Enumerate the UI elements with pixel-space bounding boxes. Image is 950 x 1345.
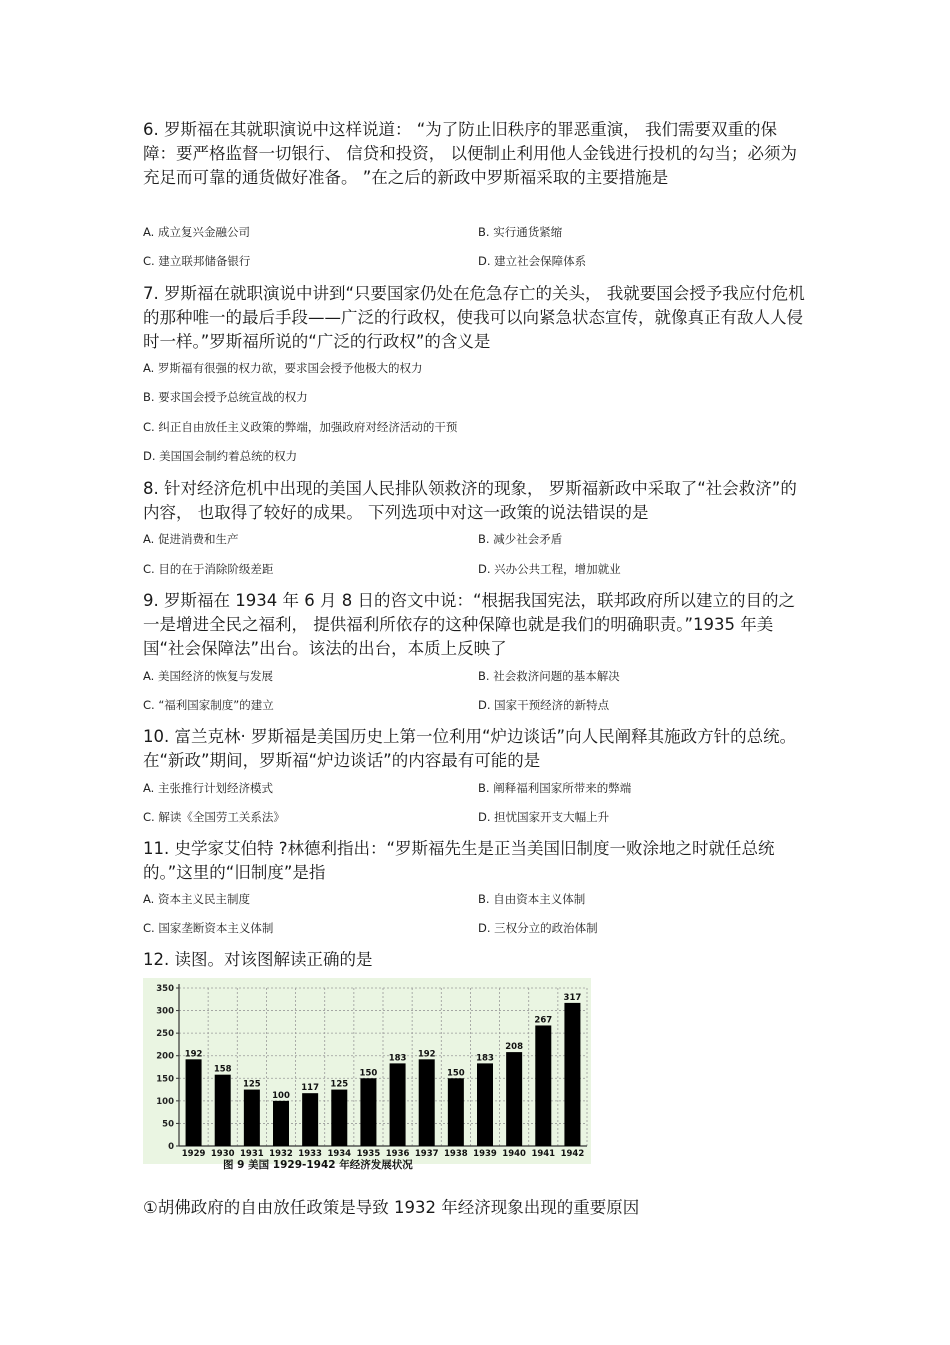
question-9-stem: 9. 罗斯福在 1934 年 6 月 8 日的咨文中说：“根据我国宪法，联邦政府所以建立的目的之一是增进全民之福利， 提供福利所依存的这种保障也就是我们的明确职责。”1935 年美国“社会保障法”出台。该法的出台，本质上反映了: [143, 591, 795, 658]
x-tick-label: 1930: [210, 1149, 235, 1159]
q6-option-a: A. 成立复兴金融公司: [143, 225, 250, 239]
statement-1: ①胡佛政府的自由放任政策是导致 1932 年经济现象出现的重要原因: [143, 1198, 640, 1217]
q8-option-b: B. 减少社会矛盾: [478, 532, 563, 546]
x-tick-label: 1931: [240, 1149, 264, 1159]
bar-1941: [535, 1025, 551, 1146]
y-tick-label: 300: [156, 1006, 174, 1017]
x-tick-label: 1937: [414, 1149, 439, 1159]
q11-option-b: B. 自由资本主义体制: [478, 892, 586, 906]
bar-value-label: 158: [213, 1064, 232, 1075]
q11-option-c: C. 国家垄断资本主义体制: [143, 921, 274, 935]
q9-option-b: B. 社会救济问题的基本解决: [478, 669, 620, 683]
question-7-stem: 7. 罗斯福在就职演说中讲到“只要国家仍处在危急存亡的关头， 我就要国会授予我应付危机的那种唯一的最后手段——广泛的行政权，使我可以向紧急状态宣传，就像真正有敌人人侵时一样。”罗斯福所说的“广泛的行政权”的含义是: [143, 284, 805, 351]
x-tick-label: 1929: [181, 1149, 206, 1159]
q10-option-a: A. 主张推行计划经济模式: [143, 781, 273, 795]
y-tick-label: 50: [162, 1119, 174, 1130]
y-tick-label: 100: [156, 1096, 174, 1107]
bar-1937: [419, 1059, 435, 1146]
bar-1935: [360, 1078, 376, 1146]
y-tick-label: 0: [168, 1142, 174, 1152]
x-tick-label: 1934: [327, 1149, 352, 1159]
bar-value-label: 192: [417, 1049, 436, 1060]
bar-value-label: 100: [272, 1090, 290, 1101]
q9-option-c: C. “福利国家制度”的建立: [143, 698, 274, 712]
economy-bar-chart: [143, 978, 591, 1171]
bar-1938: [448, 1078, 464, 1146]
bar-value-label: 125: [330, 1079, 349, 1090]
bar-value-label: 317: [563, 992, 582, 1003]
q10-option-d: D. 担忧国家开支大幅上升: [478, 810, 610, 824]
x-tick-label: 1938: [444, 1149, 468, 1159]
q6-option-b: B. 实行通货紧缩: [478, 225, 563, 239]
q7-option-c: C. 纠正自由放任主义政策的弊端，加强政府对经济活动的干预: [143, 420, 458, 434]
chart-title: 图 9 美国 1929-1942 年经济发展状况: [223, 1159, 413, 1171]
q6-option-d: D. 建立社会保障体系: [478, 254, 587, 268]
x-tick-label: 1936: [385, 1149, 410, 1159]
x-tick-label: 1935: [356, 1149, 381, 1159]
bar-value-label: 150: [359, 1068, 378, 1079]
bar-value-label: 183: [388, 1053, 407, 1064]
bar-value-label: 183: [476, 1053, 494, 1064]
question-8-stem: 8. 针对经济危机中出现的美国人民排队领救济的现象， 罗斯福新政中采取了“社会救济”的内容， 也取得了较好的成果。 下列选项中对这一政策的说法错误的是: [143, 479, 797, 522]
q6-option-c: C. 建立联邦储备银行: [143, 254, 251, 268]
q11-option-d: D. 三权分立的政治体制: [478, 921, 598, 935]
q8-option-c: C. 目的在于消除阶级差距: [143, 562, 274, 576]
x-tick-label: 1939: [473, 1149, 497, 1159]
bar-value-label: 267: [534, 1015, 553, 1026]
q10-option-c: C. 解读《全国劳工关系法》: [143, 810, 285, 824]
bar-1931: [244, 1090, 260, 1146]
y-tick-label: 350: [156, 984, 174, 994]
q7-option-d: D. 美国国会制约着总统的权力: [143, 449, 298, 463]
bar-1930: [215, 1075, 231, 1146]
bar-1929: [186, 1059, 202, 1146]
question-10-stem: 10. 富兰克林· 罗斯福是美国历史上第一位利用“炉边谈话”向人民阐释其施政方针的总统。在“新政”期间，罗斯福“炉边谈话”的内容最有可能的是: [143, 727, 797, 770]
q9-option-d: D. 国家干预经济的新特点: [478, 698, 610, 712]
bar-1932: [273, 1101, 289, 1146]
q10-option-b: B. 阐释福利国家所带来的弊端: [478, 781, 632, 795]
y-tick-label: 150: [156, 1074, 174, 1085]
q11-option-a: A. 资本主义民主制度: [143, 892, 250, 906]
bar-value-label: 208: [505, 1042, 524, 1053]
y-tick-label: 250: [156, 1029, 174, 1040]
bar-1939: [477, 1063, 493, 1146]
q8-option-a: A. 促进消费和生产: [143, 532, 239, 546]
bar-1934: [331, 1090, 347, 1146]
x-tick-label: 1942: [560, 1149, 585, 1159]
x-tick-label: 1941: [531, 1149, 556, 1159]
question-11-stem: 11. 史学家艾伯特 ?林德利指出：“罗斯福先生是正当美国旧制度一败涂地之时就任总统的。”这里的“旧制度”是指: [143, 839, 775, 882]
q7-option-b: B. 要求国会授予总统宣战的权力: [143, 390, 308, 404]
bar-1940: [506, 1052, 522, 1146]
bar-value-label: 192: [184, 1049, 203, 1060]
question-6-stem: 6. 罗斯福在其就职演说中这样说道： “为了防止旧秩序的罪恶重演， 我们需要双重的保障：要严格监督一切银行、 信贷和投资， 以便制止利用他人金钱进行投机的勾当；必须为充足而可靠的通货做好准备。 ”在之后的新政中罗斯福采取的主要措施是: [143, 120, 797, 187]
question-12-stem: 12. 读图。对该图解读正确的是: [143, 950, 373, 969]
q8-option-d: D. 兴办公共工程，增加就业: [478, 562, 621, 576]
q7-option-a: A. 罗斯福有很强的权力欲，要求国会授予他极大的权力: [143, 361, 423, 375]
bar-value-label: 125: [242, 1079, 261, 1090]
q9-option-a: A. 美国经济的恢复与发展: [143, 669, 273, 683]
y-tick-label: 200: [156, 1051, 174, 1062]
bar-1933: [302, 1093, 318, 1146]
bar-1936: [390, 1063, 406, 1146]
x-tick-label: 1933: [298, 1149, 322, 1159]
x-tick-label: 1932: [269, 1149, 293, 1159]
x-tick-label: 1940: [502, 1149, 526, 1159]
bar-value-label: 117: [301, 1083, 320, 1094]
bar-1942: [564, 1003, 580, 1146]
chart-svg: [143, 978, 591, 1171]
bar-value-label: 150: [446, 1068, 465, 1079]
